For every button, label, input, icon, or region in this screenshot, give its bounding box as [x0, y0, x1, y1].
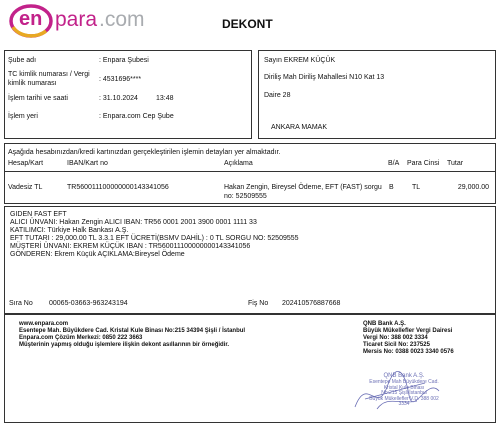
- col-header-currency: Para Cinsi: [407, 160, 440, 167]
- row-amount: 29,000.00: [457, 184, 489, 191]
- stamp-line: QNB Bank A.Ş.: [383, 373, 425, 379]
- transaction-location-label: İşlem yeri: [8, 113, 38, 120]
- recipient-city: ANKARA MAMAK: [271, 124, 328, 131]
- tax-id-value: : 4531696****: [99, 76, 142, 83]
- logo-en-text: en: [19, 8, 43, 30]
- detail-line: MÜŞTERİ ÜNVANI: EKREM KÜÇÜK IBAN : TR560011100000000143341056: [10, 243, 251, 250]
- transaction-datetime-label: İşlem tarihi ve saati: [8, 95, 68, 102]
- transactions-intro: Aşağıda hesabınızdan/kredi kartınızdan gerçekleştirilen işlemin detayları yer almaktadır.: [8, 149, 281, 156]
- stamp-line: Büyük Mükellefler V.D. 388 002 3334: [369, 395, 439, 407]
- stamp-line: Esentepe Mah Büyükdere Cad.: [369, 379, 439, 385]
- mersis-no: Mersis No: 0388 0023 3340 0576: [363, 349, 454, 355]
- bank-tax-no: Vergi No: 388 002 3334: [363, 335, 428, 341]
- footer-support-phone: Enpara.com Çözüm Merkezi: 0850 222 3663: [19, 335, 143, 341]
- trade-registry-no: Ticaret Sicil No: 237525: [363, 342, 430, 348]
- recipient-address-line1: Diriliş Mah Diriliş Mahallesi N10 Kat 13: [264, 74, 385, 81]
- col-header-iban: IBAN/Kart no: [67, 160, 108, 167]
- footer-address: Esentepe Mah. Büyükdere Cad. Kristal Kule Binası No:215 34394 Şişli / İstanbul: [19, 328, 246, 334]
- transaction-date-value: : 31.10.2024: [99, 95, 138, 102]
- logo-com-text: .com: [99, 8, 145, 31]
- table-divider: [5, 171, 495, 172]
- table-row: [5, 175, 495, 203]
- sequence-no-value: 00065-03663-963243194: [49, 300, 128, 307]
- row-currency: TL: [412, 184, 421, 191]
- branch-name-label: Şube adı: [8, 57, 37, 64]
- branch-info-box: [4, 50, 252, 139]
- recipient-address-box: [258, 50, 496, 139]
- row-description: Hakan Zengin, Bireysel Ödeme, EFT (FAST) sorgu no: 52509555: [224, 184, 382, 200]
- tax-office: Büyük Mükellefler Vergi Dairesi: [363, 328, 453, 334]
- footer-website: www.enpara.com: [19, 321, 69, 327]
- recipient-address-line2: Daire 28: [264, 92, 291, 99]
- bank-name: QNB Bank A.Ş.: [363, 321, 406, 327]
- receipt-no-value: 202410576887668: [282, 300, 341, 307]
- logo-para-text: para: [55, 8, 98, 31]
- row-debit-credit: B: [389, 184, 394, 191]
- enpara-logo: [8, 3, 148, 39]
- stamp-line: Kristal Kule Binası: [383, 384, 425, 391]
- col-header-debit-credit: B/A: [388, 160, 400, 167]
- col-header-description: Açıklama: [224, 160, 253, 167]
- footer-box: [4, 314, 496, 423]
- row-account: Vadesiz TL: [8, 184, 43, 191]
- transaction-time-value: 13:48: [156, 95, 174, 102]
- bank-stamp: [347, 365, 457, 417]
- detail-line: KATILIMCI: Türkiye Halk Bankası A.Ş.: [10, 227, 129, 234]
- detail-line: GIDEN FAST EFT: [10, 211, 67, 218]
- receipt-no-label: Fiş No: [248, 300, 269, 307]
- detail-line: GÖNDEREN: Ekrem Küçük AÇIKLAMA:Bireysel Ödeme: [10, 251, 185, 258]
- branch-name-value: : Enpara Şubesi: [99, 57, 149, 64]
- transfer-details-box: [4, 206, 496, 314]
- detail-line: ALICI ÜNVANI: Hakan Zengin ALICI IBAN: TR56 0001 2001 3900 0001 1111 33: [10, 219, 257, 226]
- stamp-line: No:215 Şişli İstanbul: [381, 390, 427, 396]
- transaction-location-value: : Enpara.com Cep Şube: [99, 113, 174, 120]
- transactions-box: [4, 143, 496, 204]
- col-header-amount: Tutar: [447, 160, 464, 167]
- document-title: DEKONT: [222, 17, 273, 31]
- tax-id-label: TC kimlik numarası / Vergi kimlik numarası: [8, 71, 90, 87]
- detail-line: EFT TUTARI : 29,000.00 TL 3.3.1 EFT ÜCRETİ(BSMV DAHİL) : 0 TL SORGU NO: 52509555: [10, 235, 299, 242]
- sequence-no-label: Sıra No: [9, 300, 33, 307]
- footer-note: Müşterinin yapmış olduğu işlemlere ilişkin dekont asıllarının bir örneğidir.: [19, 342, 230, 348]
- row-iban: TR560011100000000143341056: [67, 184, 169, 191]
- col-header-account: Hesap/Kart: [8, 160, 44, 167]
- recipient-name: Sayın EKREM KÜÇÜK: [264, 57, 336, 64]
